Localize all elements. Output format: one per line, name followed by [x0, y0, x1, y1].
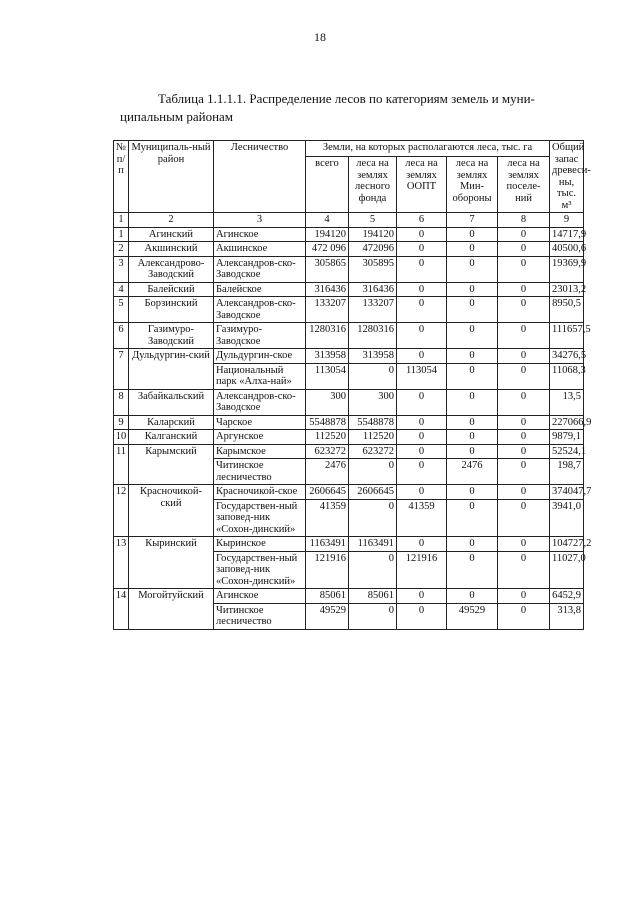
total-cell: 623272 [306, 444, 349, 459]
total-cell: 5548878 [306, 415, 349, 430]
wood-stock-cell: 19369,9 [550, 256, 584, 282]
total-cell: 121916 [306, 551, 349, 589]
defense-cell: 0 [447, 430, 498, 445]
header-settlements: леса на землях поселе-ний [498, 157, 550, 213]
forestry-cell: Кыринское [214, 537, 306, 552]
settlements-cell: 0 [498, 499, 550, 537]
col-number: 4 [306, 213, 349, 228]
forest-fund-cell: 472096 [349, 242, 397, 257]
settlements-cell: 0 [498, 589, 550, 604]
oopt-cell: 113054 [397, 363, 447, 389]
oopt-cell: 0 [397, 444, 447, 459]
district-cell: Карымский [129, 444, 214, 485]
forestry-cell: Газимуро-Заводское [214, 323, 306, 349]
district-cell: Красночикой-ский [129, 485, 214, 537]
row-number: 8 [114, 389, 129, 415]
wood-stock-cell: 104727,2 [550, 537, 584, 552]
caption-line-1: Таблица 1.1.1.1. Распределение лесов по категориям земель и муни- [158, 91, 535, 106]
row-number: 14 [114, 589, 129, 630]
col-number: 9 [550, 213, 584, 228]
table-row [114, 282, 584, 297]
table-row [114, 430, 584, 445]
wood-stock-cell: 6452,9 [550, 589, 584, 604]
forestry-cell: Читинское лесничество [214, 603, 306, 629]
col-number: 7 [447, 213, 498, 228]
oopt-cell: 0 [397, 282, 447, 297]
oopt-cell: 0 [397, 430, 447, 445]
forest-fund-cell: 316436 [349, 282, 397, 297]
total-cell: 133207 [306, 297, 349, 323]
forestry-cell: Красночикой-ское [214, 485, 306, 500]
forest-fund-cell: 5548878 [349, 415, 397, 430]
oopt-cell: 0 [397, 256, 447, 282]
district-cell: Каларский [129, 415, 214, 430]
oopt-cell: 0 [397, 389, 447, 415]
total-cell: 316436 [306, 282, 349, 297]
settlements-cell: 0 [498, 430, 550, 445]
wood-stock-cell: 40500,6 [550, 242, 584, 257]
wood-stock-cell: 3941,0 [550, 499, 584, 537]
district-cell: Кыринский [129, 537, 214, 589]
forestry-cell: Дульдургин-ское [214, 349, 306, 364]
forestry-cell: Балейское [214, 282, 306, 297]
wood-stock-cell: 14717,9 [550, 227, 584, 242]
header-lands-group: Земли, на которых располагаются леса, тыс. га [306, 141, 550, 157]
defense-cell: 0 [447, 363, 498, 389]
row-number: 9 [114, 415, 129, 430]
total-cell: 2476 [306, 459, 349, 485]
row-number: 5 [114, 297, 129, 323]
defense-cell: 0 [447, 256, 498, 282]
wood-stock-cell: 227066,9 [550, 415, 584, 430]
forestry-cell: Читинское лесничество [214, 459, 306, 485]
table-row [114, 415, 584, 430]
defense-cell: 0 [447, 349, 498, 364]
settlements-cell: 0 [498, 323, 550, 349]
oopt-cell: 41359 [397, 499, 447, 537]
total-cell: 194120 [306, 227, 349, 242]
forestry-cell: Государствен-ный заповед-ник «Сохон-динский» [214, 551, 306, 589]
header-num: № п/ п [114, 141, 129, 213]
oopt-cell: 0 [397, 242, 447, 257]
total-cell: 113054 [306, 363, 349, 389]
forest-fund-cell: 0 [349, 551, 397, 589]
forestry-cell: Александров-ско-Заводское [214, 297, 306, 323]
row-number: 10 [114, 430, 129, 445]
defense-cell: 0 [447, 282, 498, 297]
total-cell: 41359 [306, 499, 349, 537]
oopt-cell: 0 [397, 603, 447, 629]
forestry-cell: Аргунское [214, 430, 306, 445]
wood-stock-cell: 9879,1 [550, 430, 584, 445]
settlements-cell: 0 [498, 444, 550, 459]
row-number: 12 [114, 485, 129, 537]
settlements-cell: 0 [498, 485, 550, 500]
settlements-cell: 0 [498, 256, 550, 282]
wood-stock-cell: 52524,1 [550, 444, 584, 459]
settlements-cell: 0 [498, 459, 550, 485]
defense-cell: 0 [447, 323, 498, 349]
col-number: 6 [397, 213, 447, 228]
forestry-cell: Чарское [214, 415, 306, 430]
oopt-cell: 0 [397, 459, 447, 485]
oopt-cell: 121916 [397, 551, 447, 589]
forest-fund-cell: 0 [349, 499, 397, 537]
oopt-cell: 0 [397, 415, 447, 430]
col-number: 1 [114, 213, 129, 228]
wood-stock-cell: 374047,7 [550, 485, 584, 500]
total-cell: 472 096 [306, 242, 349, 257]
forest-fund-cell: 0 [349, 363, 397, 389]
wood-stock-cell: 111657,5 [550, 323, 584, 349]
table-row [114, 323, 584, 349]
header-row [114, 141, 584, 157]
header-wood-stock: Общий запас древеси-ны, тыс. м³ [550, 141, 584, 213]
settlements-cell: 0 [498, 282, 550, 297]
table-row [114, 297, 584, 323]
forest-fund-cell: 300 [349, 389, 397, 415]
total-cell: 1163491 [306, 537, 349, 552]
district-cell: Калганский [129, 430, 214, 445]
forest-fund-cell: 313958 [349, 349, 397, 364]
settlements-cell: 0 [498, 415, 550, 430]
total-cell: 2606645 [306, 485, 349, 500]
forest-fund-cell: 1280316 [349, 323, 397, 349]
total-cell: 112520 [306, 430, 349, 445]
column-number-row [114, 213, 584, 228]
table-row [114, 444, 584, 459]
settlements-cell: 0 [498, 363, 550, 389]
defense-cell: 0 [447, 389, 498, 415]
caption-line-2: ципальным районам [120, 109, 234, 124]
table-caption [120, 90, 570, 126]
table-row [114, 389, 584, 415]
district-cell: Агинский [129, 227, 214, 242]
settlements-cell: 0 [498, 349, 550, 364]
row-number: 7 [114, 349, 129, 390]
defense-cell: 0 [447, 444, 498, 459]
forest-fund-cell: 2606645 [349, 485, 397, 500]
settlements-cell: 0 [498, 242, 550, 257]
row-number: 2 [114, 242, 129, 257]
total-cell: 300 [306, 389, 349, 415]
defense-cell: 0 [447, 589, 498, 604]
settlements-cell: 0 [498, 551, 550, 589]
row-number: 4 [114, 282, 129, 297]
district-cell: Могойтуйский [129, 589, 214, 630]
wood-stock-cell: 23013,2 [550, 282, 584, 297]
forest-fund-cell: 0 [349, 603, 397, 629]
col-number: 5 [349, 213, 397, 228]
district-cell: Акшинский [129, 242, 214, 257]
forest-fund-cell: 85061 [349, 589, 397, 604]
forest-distribution-table [113, 140, 592, 630]
defense-cell: 0 [447, 485, 498, 500]
wood-stock-cell: 13,5 [550, 389, 584, 415]
district-cell: Борзинский [129, 297, 214, 323]
settlements-cell: 0 [498, 227, 550, 242]
district-cell: Забайкальский [129, 389, 214, 415]
total-cell: 313958 [306, 349, 349, 364]
oopt-cell: 0 [397, 227, 447, 242]
oopt-cell: 0 [397, 537, 447, 552]
table-row [114, 485, 584, 500]
wood-stock-cell: 11068,3 [550, 363, 584, 389]
oopt-cell: 0 [397, 485, 447, 500]
col-number: 3 [214, 213, 306, 228]
district-cell: Газимуро-Заводский [129, 323, 214, 349]
col-number: 8 [498, 213, 550, 228]
row-number: 3 [114, 256, 129, 282]
oopt-cell: 0 [397, 349, 447, 364]
table-row [114, 227, 584, 242]
row-number: 13 [114, 537, 129, 589]
defense-cell: 0 [447, 415, 498, 430]
defense-cell: 2476 [447, 459, 498, 485]
defense-cell: 0 [447, 551, 498, 589]
total-cell: 1280316 [306, 323, 349, 349]
settlements-cell: 0 [498, 389, 550, 415]
settlements-cell: 0 [498, 297, 550, 323]
forestry-cell: Национальный парк «Алха-най» [214, 363, 306, 389]
forestry-cell: Государствен-ный заповед-ник «Сохон-динский» [214, 499, 306, 537]
wood-stock-cell: 34276,5 [550, 349, 584, 364]
oopt-cell: 0 [397, 589, 447, 604]
table-row [114, 242, 584, 257]
col-number: 2 [129, 213, 214, 228]
defense-cell: 49529 [447, 603, 498, 629]
header-forestry: Лесничество [214, 141, 306, 213]
forest-fund-cell: 1163491 [349, 537, 397, 552]
table-row [114, 537, 584, 552]
oopt-cell: 0 [397, 323, 447, 349]
wood-stock-cell: 313,8 [550, 603, 584, 629]
forest-fund-cell: 305895 [349, 256, 397, 282]
header-defense: леса на землях Мин-обороны [447, 157, 498, 213]
forestry-cell: Акшинское [214, 242, 306, 257]
forestry-cell: Агинское [214, 589, 306, 604]
district-cell: Дульдургин-ский [129, 349, 214, 390]
defense-cell: 0 [447, 227, 498, 242]
settlements-cell: 0 [498, 537, 550, 552]
defense-cell: 0 [447, 499, 498, 537]
table-row [114, 349, 584, 364]
defense-cell: 0 [447, 537, 498, 552]
forestry-cell: Александров-ско-Заводское [214, 389, 306, 415]
defense-cell: 0 [447, 297, 498, 323]
forest-fund-cell: 112520 [349, 430, 397, 445]
wood-stock-cell: 8950,5 [550, 297, 584, 323]
total-cell: 85061 [306, 589, 349, 604]
header-forest-fund: леса на землях лесного фонда [349, 157, 397, 213]
wood-stock-cell: 198,7 [550, 459, 584, 485]
row-number: 1 [114, 227, 129, 242]
header-oopt: леса на землях ООПТ [397, 157, 447, 213]
defense-cell: 0 [447, 242, 498, 257]
total-cell: 49529 [306, 603, 349, 629]
forestry-cell: Карымское [214, 444, 306, 459]
district-cell: Балейский [129, 282, 214, 297]
row-number: 11 [114, 444, 129, 485]
header-district: Муниципаль-ный район [129, 141, 214, 213]
page-number: 18 [314, 30, 326, 44]
settlements-cell: 0 [498, 603, 550, 629]
table-row [114, 589, 584, 604]
wood-stock-cell: 11027,0 [550, 551, 584, 589]
forestry-cell: Агинское [214, 227, 306, 242]
forest-fund-cell: 133207 [349, 297, 397, 323]
header-total: всего [306, 157, 349, 213]
district-cell: Александрово-Заводский [129, 256, 214, 282]
table-row [114, 256, 584, 282]
forest-fund-cell: 0 [349, 459, 397, 485]
total-cell: 305865 [306, 256, 349, 282]
oopt-cell: 0 [397, 297, 447, 323]
row-number: 6 [114, 323, 129, 349]
forest-fund-cell: 623272 [349, 444, 397, 459]
forestry-cell: Александров-ско-Заводское [214, 256, 306, 282]
forest-fund-cell: 194120 [349, 227, 397, 242]
